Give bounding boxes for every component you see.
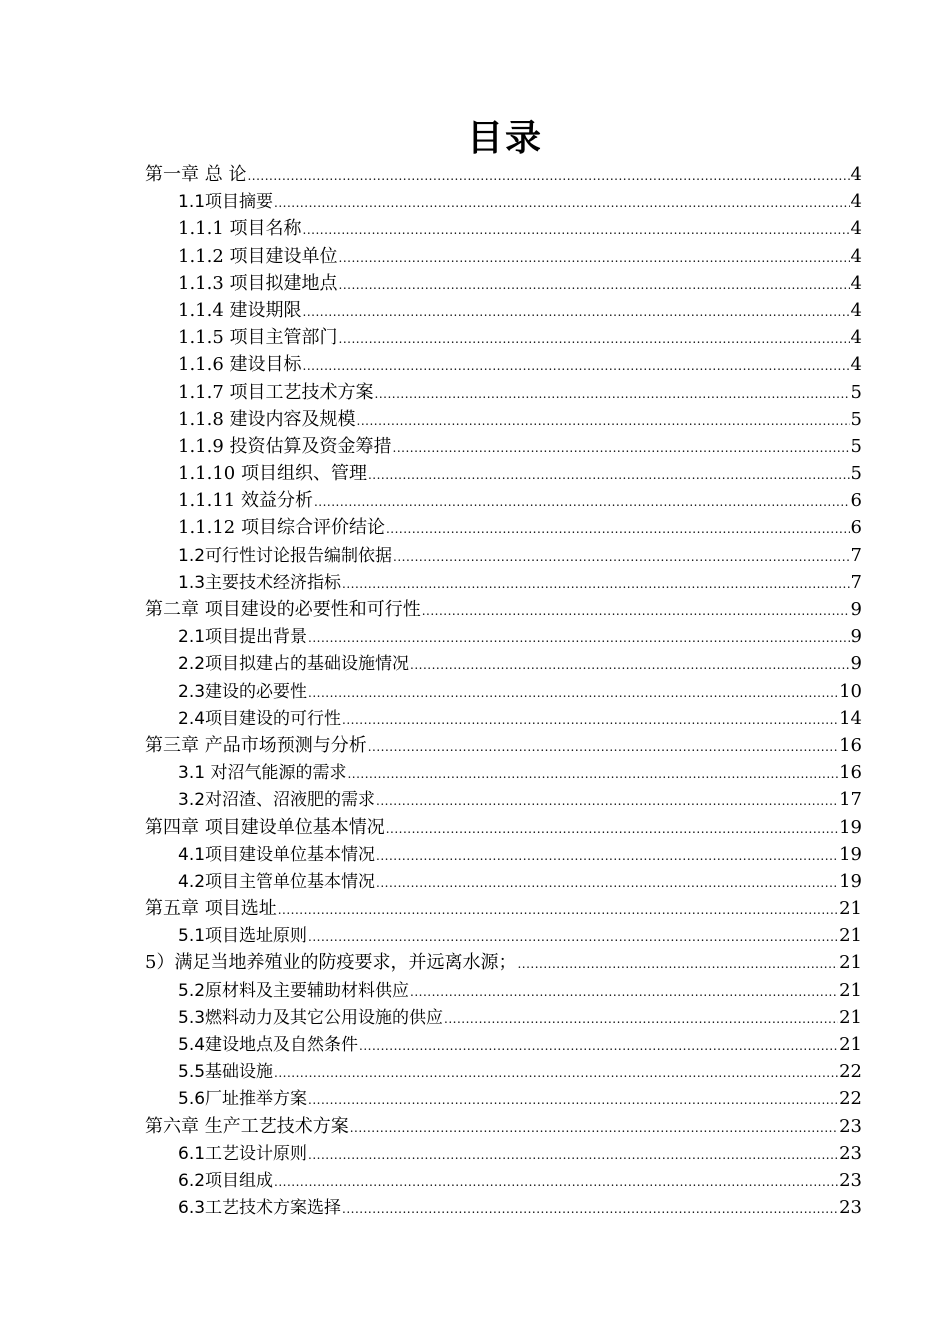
toc-entry[interactable] [145,215,862,242]
toc-entry-page-number: 23 [839,1115,862,1137]
toc-entry[interactable] [145,1140,862,1167]
toc-entry-label: 5.6厂址推举方案 [178,1089,308,1110]
toc-entry[interactable] [145,650,862,677]
toc-entry-label: 2.1项目提出背景 [178,627,308,648]
toc-entry[interactable] [145,814,862,841]
toc-entry-page-number: 23 [839,1197,862,1219]
toc-entry-label: 4.2项目主管单位基本情况 [178,871,376,892]
toc-dot-leader [350,1115,838,1142]
toc-dot-leader [422,598,850,625]
toc-entry[interactable] [145,161,862,188]
toc-dot-leader [375,381,850,408]
toc-entry-page-number: 5 [850,463,862,485]
toc-dot-leader [303,217,850,244]
toc-entry[interactable] [145,623,862,650]
toc-entry-page-number: 6 [850,490,862,512]
toc-dot-leader [393,435,850,462]
toc-entry[interactable] [145,949,862,976]
toc-entry-label: 2.2项目拟建占的基础设施情况 [178,654,410,675]
toc-entry[interactable] [145,1085,862,1112]
toc-entry[interactable] [145,1004,862,1031]
toc-entry-page-number: 7 [850,544,862,566]
toc-entry-label: 5.5基础设施 [178,1062,274,1083]
toc-dot-leader [308,924,838,951]
toc-entry-label: 6.1工艺设计原则 [178,1143,308,1164]
toc-entry-label: 第五章 项目选址 [145,898,277,920]
toc-entry-label: 1.3主要技术经济指标 [178,572,342,593]
toc-dot-leader [410,652,850,679]
toc-entry-page-number: 22 [839,1088,862,1110]
toc-entry-label: 1.1项目摘要 [178,192,274,213]
toc-entry-label: 1.1.9 投资估算及资金筹措 [178,435,392,457]
toc-entry-label: 第一章 总 论 [145,164,247,185]
toc-entry[interactable] [145,705,862,732]
toc-dot-leader [368,462,850,489]
toc-entry-page-number: 5 [850,408,862,430]
toc-entry[interactable] [145,895,862,922]
toc-entry[interactable] [145,188,862,215]
toc-dot-leader [368,734,838,761]
toc-dot-leader [314,489,850,516]
toc-dot-leader [303,353,850,380]
toc-entry-page-number: 21 [839,925,862,947]
toc-dot-leader [342,571,850,598]
toc-entry-page-number: 7 [850,571,862,593]
toc-entry[interactable] [145,1167,862,1194]
toc-entry-page-number: 4 [850,354,862,376]
toc-dot-leader [444,1006,838,1033]
toc-entry[interactable] [145,351,862,378]
toc-entry-label: 1.1.11 效益分析 [178,490,313,512]
toc-dot-leader [342,707,838,734]
toc-entry-label: 第三章 产品市场预测与分析 [145,734,367,756]
toc-entry[interactable] [145,922,862,949]
toc-entry-page-number: 5 [850,381,862,403]
toc-entry[interactable] [145,1031,862,1058]
toc-entry-page-number: 9 [850,626,862,648]
toc-entry-label: 1.1.1 项目名称 [178,218,302,240]
toc-dot-leader [386,516,850,543]
toc-entry-label: 5.3燃料动力及其它公用设施的供应 [178,1007,444,1028]
toc-entry-label: 1.1.2 项目建设单位 [178,245,338,267]
toc-dot-leader [386,816,838,843]
toc-entry-label: 1.1.4 建设期限 [178,299,302,321]
toc-entry-page-number: 23 [839,1169,862,1191]
toc-entry-page-number: 4 [850,327,862,349]
toc-entry-label: 3.2对沼渣、沼液肥的需求 [178,790,376,811]
toc-dot-leader [339,326,850,353]
toc-dot-leader [342,1196,838,1223]
toc-entry[interactable] [145,977,862,1004]
toc-entry[interactable] [145,243,862,270]
toc-entry[interactable] [145,324,862,351]
toc-entry[interactable] [145,1113,862,1140]
toc-dot-leader [308,1087,838,1114]
toc-dot-leader [517,951,838,978]
toc-entry-page-number: 16 [839,734,862,756]
toc-list [145,161,862,1221]
toc-entry[interactable] [145,596,862,623]
toc-entry[interactable] [145,1058,862,1085]
toc-entry-label: 1.1.8 建设内容及规模 [178,408,356,430]
toc-entry-page-number: 10 [839,680,862,702]
toc-entry-page-number: 4 [850,299,862,321]
toc-dot-leader [357,408,850,435]
toc-entry-label: 1.1.12 项目综合评价结论 [178,517,385,539]
toc-entry-label: 2.3建设的必要性 [178,681,308,702]
toc-entry-label: 6.3工艺技术方案选择 [178,1198,342,1219]
toc-dot-leader [308,1142,838,1169]
toc-entry[interactable] [145,406,862,433]
toc-entry-label: 1.2可行性讨论报告编制依据 [178,545,393,566]
toc-entry-page-number: 19 [839,816,862,838]
toc-entry[interactable] [145,759,862,786]
toc-entry[interactable] [145,270,862,297]
toc-entry-label: 5.1项目选址原则 [178,926,308,947]
toc-entry-page-number: 5 [850,435,862,457]
toc-entry[interactable] [145,297,862,324]
toc-entry-page-number: 4 [850,245,862,267]
toc-entry-label: 1.1.3 项目拟建地点 [178,272,338,294]
toc-entry-page-number: 21 [839,1034,862,1055]
toc-dot-leader [376,843,838,870]
toc-dot-leader [347,761,838,788]
toc-entry-page-number: 21 [839,952,862,974]
toc-entry[interactable] [145,732,862,759]
toc-dot-leader [308,680,838,707]
toc-entry-page-number: 6 [850,517,862,539]
toc-entry-label: 第四章 项目建设单位基本情况 [145,816,385,838]
toc-entry-page-number: 4 [850,191,862,213]
toc-entry-label: 1.1.10 项目组织、管理 [178,463,367,485]
toc-dot-leader [339,245,850,272]
toc-entry[interactable] [145,433,862,460]
toc-dot-leader [339,272,850,299]
toc-dot-leader [247,163,849,190]
toc-entry-label: 1.1.6 建设目标 [178,354,302,376]
toc-entry[interactable] [145,841,862,868]
toc-entry-page-number: 21 [839,898,862,920]
toc-entry-page-number: 9 [850,599,862,620]
toc-dot-leader [393,544,850,571]
toc-entry-page-number: 21 [839,979,862,1001]
toc-entry[interactable] [145,514,862,541]
toc-entry[interactable] [145,542,862,569]
toc-entry-label: 第六章 生产工艺技术方案 [145,1115,349,1137]
toc-entry-page-number: 22 [839,1061,862,1083]
toc-dot-leader [376,788,838,815]
toc-entry-page-number: 9 [850,653,862,675]
toc-dot-leader [410,979,838,1006]
toc-dot-leader [359,1033,838,1060]
toc-entry[interactable] [145,678,862,705]
toc-entry-page-number: 21 [839,1006,862,1028]
toc-dot-leader [308,625,850,652]
toc-entry-label: 1.1.5 项目主管部门 [178,327,338,349]
toc-entry[interactable] [145,1194,862,1221]
toc-entry-label: 第二章 项目建设的必要性和可行性 [145,599,421,620]
toc-entry-label: 1.1.7 项目工艺技术方案 [178,381,374,403]
toc-dot-leader [274,1169,838,1196]
toc-entry[interactable] [145,487,862,514]
toc-entry-label: 6.2项目组成 [178,1170,274,1191]
toc-dot-leader [274,190,850,217]
toc-entry-label: 3.1 对沼气能源的需求 [178,763,347,784]
toc-dot-leader [274,1060,838,1087]
toc-entry-page-number: 16 [839,762,862,784]
toc-dot-leader [376,870,838,897]
toc-entry-label: 5）满足当地养殖业的防疫要求，并远离水源； [145,952,517,974]
toc-entry-label: 4.1项目建设单位基本情况 [178,844,376,865]
toc-entry-page-number: 4 [850,272,862,294]
toc-entry-page-number: 19 [839,870,862,892]
toc-dot-leader [303,299,850,326]
toc-entry[interactable] [145,460,862,487]
toc-dot-leader [278,897,838,924]
toc-entry-label: 5.4建设地点及自然条件 [178,1035,359,1055]
toc-title: 目录 [466,118,543,159]
toc-entry-page-number: 4 [850,218,862,240]
toc-entry[interactable] [145,786,862,813]
toc-entry[interactable] [145,569,862,596]
toc-entry-page-number: 17 [839,789,862,811]
toc-entry-page-number: 23 [839,1142,862,1164]
toc-entry-label: 5.2原材料及主要辅助材料供应 [178,980,410,1001]
toc-entry-page-number: 14 [839,707,862,729]
toc-entry-label: 2.4项目建设的可行性 [178,708,342,729]
toc-entry-page-number: 19 [839,843,862,865]
toc-entry[interactable] [145,379,862,406]
toc-entry-page-number: 4 [850,164,862,185]
toc-entry[interactable] [145,868,862,895]
